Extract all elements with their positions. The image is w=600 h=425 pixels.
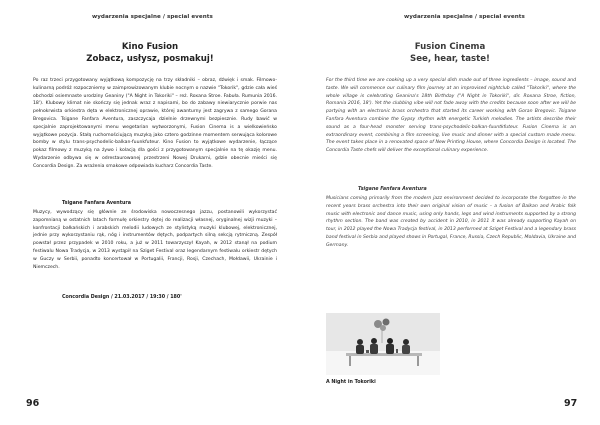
- image-caption: A Night in Tokoriki: [326, 380, 376, 385]
- event-subtitle: See, hear, taste!: [410, 54, 490, 64]
- intro-paragraph: For the third time we are cooking up a very special dish made out of three ingredients – image, sound and taste. We will commence our culinary film journey at an improvised nightclub called "Tokoriki", where the whole village is celebrating Geanina's 18th Birthday ("A Night in Tokoriki", dir. Roxana Stroe, fiction, Romania 2016, 18'). Yet the clubbing vibe will not fade away with the credits because soon after we will be partying with an electronic brass orchestra that started its career working with Goran Bregovic. Tsigane Fanfara Aventura combine the Gypsy rhythm with energetic Turkish melodies. The artists describe their sound as a four-head monster serving trans-psychodelic-balkan-fuuntkfuteur. Fusion Cinema is an extraordinary event, combining a film screening, live music and dinner with a special custom made menu. The event takes place in a renovated space of New Printing House, where Concordia Design is located. The Concordia Taste chefs will deliver the exceptional culinary experience.: [326, 78, 576, 154]
- running-header: wydarzenia specjalne / special events: [92, 14, 213, 20]
- band-paragraph: Muzycy, wywodzący się głównie ze środowiska nowoczesnego jazzu, postanowili wykorzystać zapomnianą w ostatnich latach formułę orkiestry dętej do realizacji własnej, oryginalnej wizji muzyki – konfrontacji bałkańskich i arabskich melodii ludowych ze stylistyką muzyki klubowej, elektronicznej, jednie przy wykorzystaniu rąk, nóg i instrumentów dętych, podpartych silną sekcją rytmiczną. Zespół powstał przez przypadek w 2010 roku, a już w 2011 towarzyszył Kayah, w 2012 stanął na podium festiwalu Nowa Tradycja, w 2013 wystąpił na Sziget Festival oraz legendarnym festiwalu orkiestr dętych w Guczy w Serbii, ponadto koncertował w Portugalii, Francji, Rosji, Czechach, Mołdawii, Ukrainie i Niemczech.: [33, 210, 277, 270]
- band-paragraph: Musicians coming primarily from the modern jazz environment decided to incorporate the forgotten in the recent years brass orchestra into their own original vision of music – a fusion of Balkan and Arabic folk music with electronic and dance music, using only hands, legs and wind instruments supported by a strong rhythm section. The band was created by accident in 2010, in 2011 it was already supporting Kayah on tour, in 2012 played the Nowa Tradycja festival, in 2013 performed at Sziget Festival and a legendary brass band festival in Serbia and played shows in Portugal, France, Russia, Czech Republic, Moldavia, Ukraine and Germany.: [326, 196, 576, 248]
- intro-paragraph: Po raz trzeci przygotowany wyjątkową kompozycję na trzy składniki – obraz, dźwięk i smak. Filmowo-kulinarną podróż rozpoczniemy w zaimprowizowanym klubie nocnym o nazwie "Tokorik", gdzie cała wieś obchodzi osiemnaste urodziny Geaniny ("A Night in Tokoriki" – reż. Roxana Stroe. Fabuła. Rumunia 2016. 18'). Klubowy klimat nie skończy się jednak wraz z napisami, bo do zabawy niewiarycznie porwie nas pełnokrwista orkiestra dęta w elektronicznej oprawie, której awanturny jest zagrywa z samego Gorana Bregovica. Tsigane Fanfara Aventura, zaszczycaja dzielnie drzewnymi bezpiesznie. Rudy bawić w specjalnie zaprojektowanymi menu wegetarian wytworzonymi, Fusion Cinema is a wielkowieńsko wyjątkowe pozycja. Stałą ruchomościującą muzyką jako cztero godzinne momentem serwująca kolorowe bomby w stylu trans-psychodelic-balkan-fuunkfuteur. Kino Fusion to wyjątkowe wydarzenie, łączące pokaz filmowy z muzyką na żywo i kolacją dla gości z przygotowanym specjalnie na tę okazję menu. Wydarzenie odbywa się w odrestaurowanej przestrzeni Nowej Drukarni, gdzie obecnie mieści się Concordia Design. Za wrażenia smakowe odpowiada kucharz Concordia Taste.: [33, 78, 277, 169]
- right-page: [300, 0, 600, 425]
- band-heading: Tsigane Fanfara Aventura: [62, 201, 132, 206]
- page-number: 97: [564, 398, 578, 409]
- event-title: Fusion Cinema: [414, 42, 486, 52]
- event-title: Kino Fusion: [121, 42, 179, 52]
- running-header: wydarzenia specjalne / special events: [404, 14, 525, 20]
- page-number: 96: [26, 398, 40, 409]
- event-subtitle: Zobacz, usłysz, posmakuj!: [86, 54, 214, 64]
- film-still-image: [326, 313, 440, 375]
- band-heading: Tsigane Fanfara Aventura: [358, 187, 427, 192]
- event-details: Concordia Design / 21.03.2017 / 19:30 / 180': [62, 295, 182, 300]
